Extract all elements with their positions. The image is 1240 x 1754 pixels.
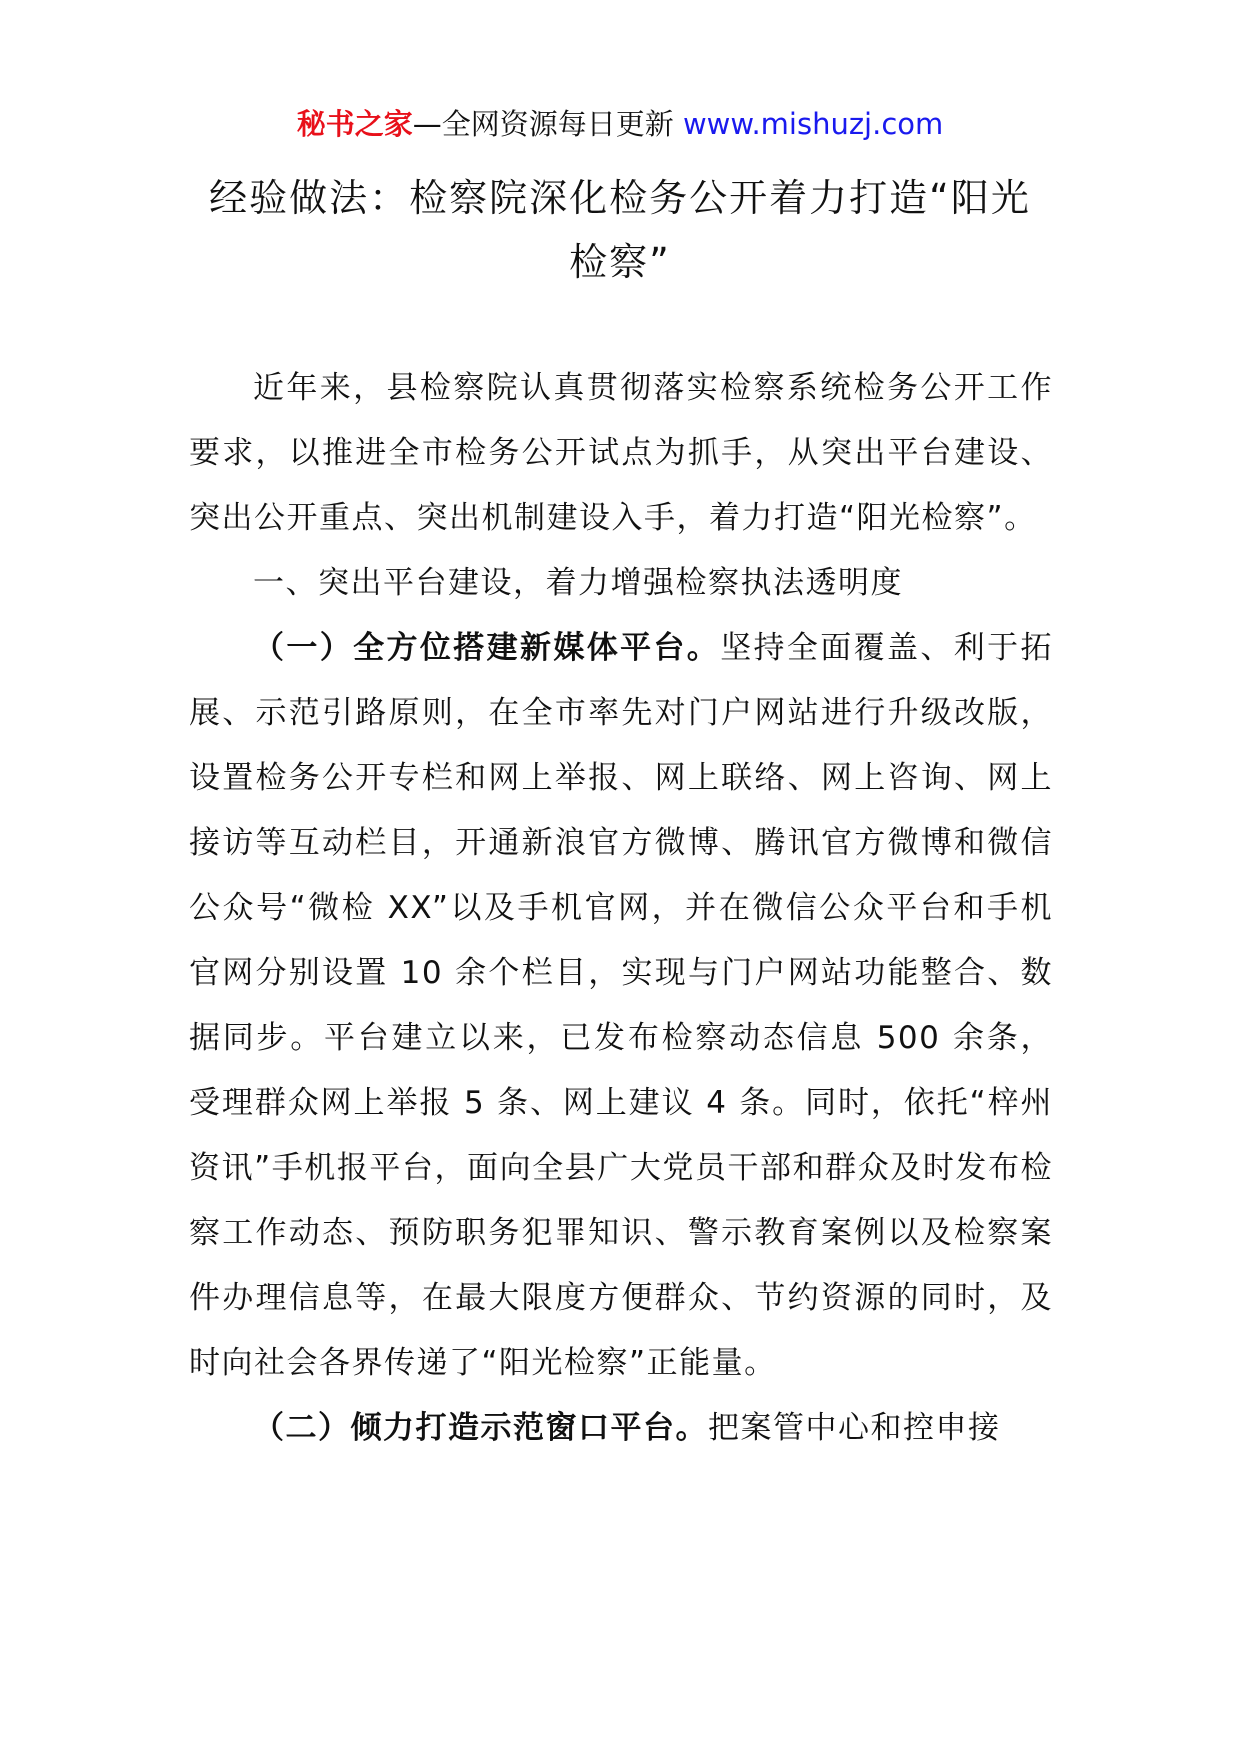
item-2-text: 把案管中心和控申接 <box>708 1410 1001 1446</box>
site-header <box>0 104 1240 144</box>
document-title: 经验做法：检察院深化检务公开着力打造“阳光检察” <box>209 176 1031 284</box>
item-1-heading: （一）全方位搭建新媒体平台。 <box>253 630 721 666</box>
header-slogan: —全网资源每日更新 <box>412 107 683 141</box>
item-1-paragraph <box>189 616 1053 1396</box>
item-2-paragraph <box>189 1396 1053 1461</box>
document-body <box>189 356 1053 1461</box>
section-heading: 一、突出平台建设，着力增强检察执法透明度 <box>253 565 903 601</box>
item-2-heading: （二）倾力打造示范窗口平台。 <box>253 1410 708 1446</box>
item-1-text: 坚持全面覆盖、利于拓展、示范引路原则，在全市率先对门户网站进行升级改版，设置检务公开专栏和网上举报、网上联络、网上咨询、网上接访等互动栏目，开通新浪官方微博、腾讯官方微博和微信公众号“微检 XX”以及手机官网，并在微信公众平台和手机官网分别设置 10 余个栏目，实现与门户网站功能整合、数据同步。平台建立以来，已发布检察动态信息 500 余条，受理群众网上举报 5 条、网上建议 4 条。同时，依托“梓州资讯”手机报平台，面向全县广大党员干部和群众及时发布检察工作动态、预防职务犯罪知识、警示教育案例以及检察案件办理信息等，在最大限度方便群众、节约资源的同时，及时向社会各界传递了“阳光检察”正能量。 <box>189 630 1054 1381</box>
intro-paragraph: 近年来，县检察院认真贯彻落实检察系统检务公开工作要求，以推进全市检务公开试点为抓手，从突出平台建设、突出公开重点、突出机制建设入手，着力打造“阳光检察”。 <box>189 370 1053 536</box>
site-url-link[interactable]: www.mishuzj.com <box>682 107 944 141</box>
brand-name: 秘书之家 <box>296 107 413 141</box>
